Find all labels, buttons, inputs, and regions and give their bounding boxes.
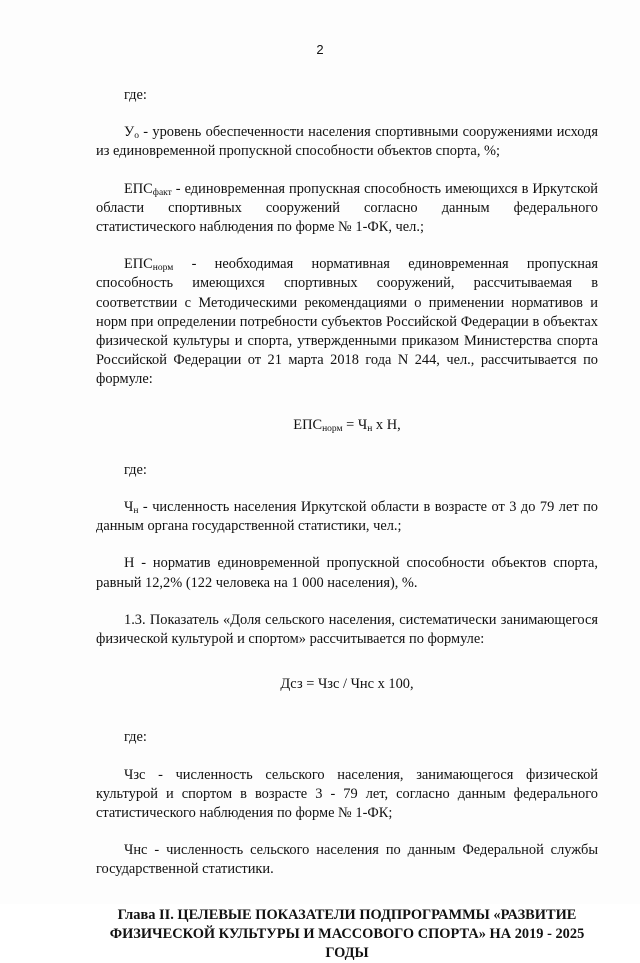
- page-number: 2: [316, 42, 324, 57]
- symbol-uo-sub: о: [134, 131, 139, 142]
- definition-eps-norm: [96, 255, 598, 389]
- definition-chn-text: - численность населения Иркутской области в возрасте от 3 до 79 лет по данным органа государственной статистики, чел.;: [96, 499, 598, 535]
- chapter-heading: Глава II. ЦЕЛЕВЫЕ ПОКАЗАТЕЛИ ПОДПРОГРАММЫ «РАЗВИТИЕ ФИЗИЧЕСКОЙ КУЛЬТУРЫ И МАССОВОГО СПОРТА» НА 2019 - 2025 ГОДЫ: [109, 906, 585, 962]
- symbol-eps-norm: ЕПС: [124, 256, 153, 273]
- formula1-left-sub: норм: [322, 423, 343, 434]
- formula1-left: ЕПС: [293, 416, 323, 433]
- definition-chzs: Чзс - численность сельского населения, занимающегося физической культурой и спортом в возрасте 3 - 79 лет, согласно данным федерального статистического наблюдения по форме № 1-ФК;: [96, 766, 598, 822]
- symbol-uo: У: [124, 124, 135, 141]
- definition-eps-fakt-text: - единовременная пропускная способность имеющихся в Иркутской области спортивных сооружений согласно данным федерального статистического наблюдения по форме № 1-ФК, чел.;: [96, 180, 598, 236]
- definition-uo-text: - уровень обеспеченности населения спортивными сооружениями исходя из единовременной пропускной способности объектов спорта, %;: [96, 124, 598, 160]
- symbol-eps-fakt-sub: факт: [152, 187, 172, 198]
- symbol-eps-fakt: ЕПС: [124, 180, 153, 197]
- formula1-mid-sub: н: [367, 423, 373, 434]
- definition-uo: [96, 123, 598, 161]
- where-label-2: где:: [124, 461, 147, 478]
- definition-eps-fakt: [96, 180, 598, 238]
- symbol-eps-norm-sub: норм: [152, 263, 174, 274]
- document-body: [96, 86, 598, 963]
- paragraph-1-3: 1.3. Показатель «Доля сельского населения, систематически занимающегося физической культурой и спортом» рассчитывается по формуле:: [96, 611, 598, 648]
- formula1-mid: = Ч: [342, 416, 368, 433]
- where-label-1: где:: [124, 87, 147, 103]
- where-label-3: где:: [124, 729, 147, 746]
- definition-chn: [96, 498, 598, 536]
- formula1-right: х Н,: [372, 416, 401, 433]
- formula-dsz: Дсз = Чзс / Чнс х 100,: [280, 676, 414, 693]
- symbol-chn-sub: н: [133, 506, 139, 517]
- definition-chns: Чнс - численность сельского населения по данным Федеральной службы государственной статистики.: [96, 842, 598, 878]
- symbol-chn: Ч: [124, 499, 134, 516]
- definition-eps-norm-text: - необходимая нормативная единовременная пропускная способность имеющихся спортивных сооружений, рассчитываемая в соответствии с Методическими рекомендациями о применении нормативов и норм при определении потребности субъектов Российской Федерации в объектах физической культуры и спорта, утвержденными приказом Министерства спорта Российской Федерации от 21 марта 2018 года N 244, чел., рассчитывается по формуле:: [96, 256, 598, 388]
- definition-n: Н - норматив единовременной пропускной способности объектов спорта, равный 12,2% (122 человека на 1 000 населения), %.: [96, 555, 598, 591]
- formula-eps-norm: [96, 416, 598, 435]
